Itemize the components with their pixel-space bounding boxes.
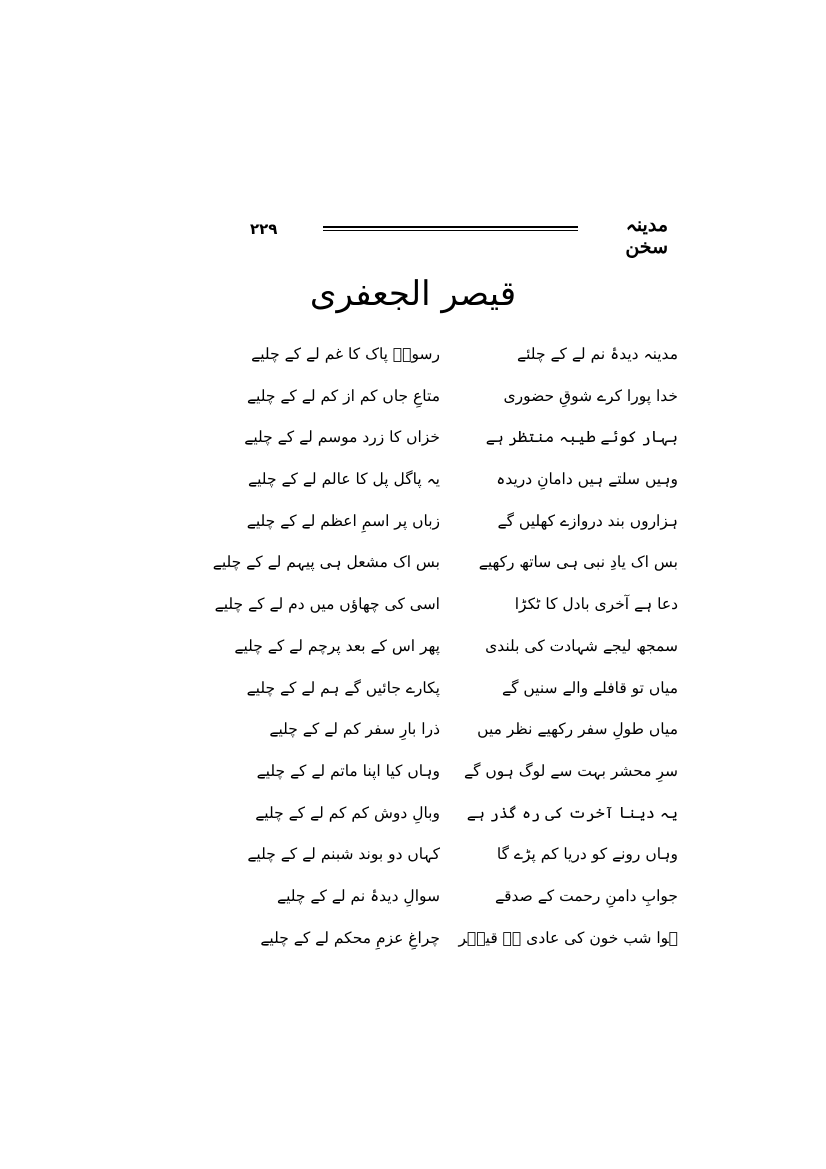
couplet-second-line: پکارے جائیں گے ہم لے کے چلیے: [246, 678, 440, 697]
couplet-first-line: وہاں رونے کو دریا کم پڑے گا: [496, 845, 678, 864]
ghazal-couplets: [0, 338, 826, 963]
couplet-second-line: وہاں کیا اپنا ماتم لے کے چلیے: [256, 761, 440, 780]
couplet-second-line: ذرا بارِ سفر کم لے کے چلیے: [269, 720, 440, 739]
couplet: [0, 797, 826, 839]
couplet: [0, 505, 826, 547]
couplet-first-line: میاں طولِ سفر رکھیے نظر میں: [477, 720, 678, 739]
couplet-second-line: سوالِ دیدۂ نم لے کے چلیے: [277, 886, 440, 905]
couplet: [0, 546, 826, 588]
book-title: مدینہ سخن: [625, 214, 668, 258]
couplet: [0, 338, 826, 380]
couplet: [0, 755, 826, 797]
couplet-second-line: چراغِ عزمِ محکم لے کے چلیے: [260, 928, 440, 947]
couplet-first-line: ہزاروں بند دروازے کھلیں گے: [497, 511, 678, 530]
couplet-second-line: بس اک مشعل ہی پیہم لے کے چلیے: [212, 553, 440, 572]
couplet-first-line: ہوا شب خون کی عادی ہے قیصؔر: [458, 928, 678, 947]
couplet-first-line: بہار کوئے طیبہ منتظر ہے: [485, 428, 678, 447]
header-divider: [323, 226, 578, 231]
couplet-first-line: سرِ محشر بہت سے لوگ ہوں گے: [463, 761, 678, 780]
couplet-first-line: وہیں سلتے ہیں دامانِ دریدہ: [496, 470, 678, 489]
couplet: [0, 630, 826, 672]
couplet: [0, 588, 826, 630]
couplet: [0, 380, 826, 422]
couplet-first-line: یہ دینا آخرت کی رہ گذر ہے: [466, 803, 678, 822]
couplet-second-line: اسی کی چھاؤں میں دم لے کے چلیے: [214, 595, 440, 614]
couplet-first-line: سمجھ لیجے شہادت کی بلندی: [485, 636, 678, 655]
couplet-second-line: زباں پر اسمِ اعظم لے کے چلیے: [246, 511, 440, 530]
couplet-first-line: میاں تو قافلے والے سنیں گے: [502, 678, 678, 697]
couplet-first-line: خدا پورا کرے شوقِ حضوری: [503, 386, 678, 405]
couplet: [0, 463, 826, 505]
couplet-second-line: خزاں کا زرد موسم لے کے چلیے: [244, 428, 440, 447]
couplet: [0, 713, 826, 755]
page-number: ۲۲۹: [250, 220, 278, 238]
couplet-first-line: دعا ہے آخری بادل کا ٹکڑا: [514, 595, 678, 614]
couplet-second-line: یہ پاگل پل کا عالم لے کے چلیے: [248, 470, 440, 489]
couplet: [0, 838, 826, 880]
poet-name-heading: قیصر الجعفری: [309, 274, 517, 314]
couplet: [0, 672, 826, 714]
couplet-first-line: مدینہ دیدۂ نم لے کے چلئے: [517, 345, 678, 363]
couplet-second-line: کہاں دو بوند شبنم لے کے چلیے: [247, 845, 440, 864]
page-header: [0, 212, 826, 258]
couplet-second-line: وبالِ دوش کم کم لے کے چلیے: [255, 803, 440, 822]
couplet-second-line: پھر اس کے بعد پرچم لے کے چلیے: [234, 636, 440, 655]
couplet: [0, 421, 826, 463]
couplet-second-line: رسولؐ پاک کا غم لے کے چلیے: [251, 345, 440, 363]
couplet-first-line: جوابِ دامنِ رحمت کے صدقے: [494, 886, 678, 905]
couplet-second-line: متاعِ جاں کم از کم لے کے چلیے: [246, 386, 440, 405]
couplet: [0, 922, 826, 964]
couplet-first-line: بس اک یادِ نبی ہی ساتھ رکھیے: [478, 553, 678, 572]
couplet: [0, 880, 826, 922]
